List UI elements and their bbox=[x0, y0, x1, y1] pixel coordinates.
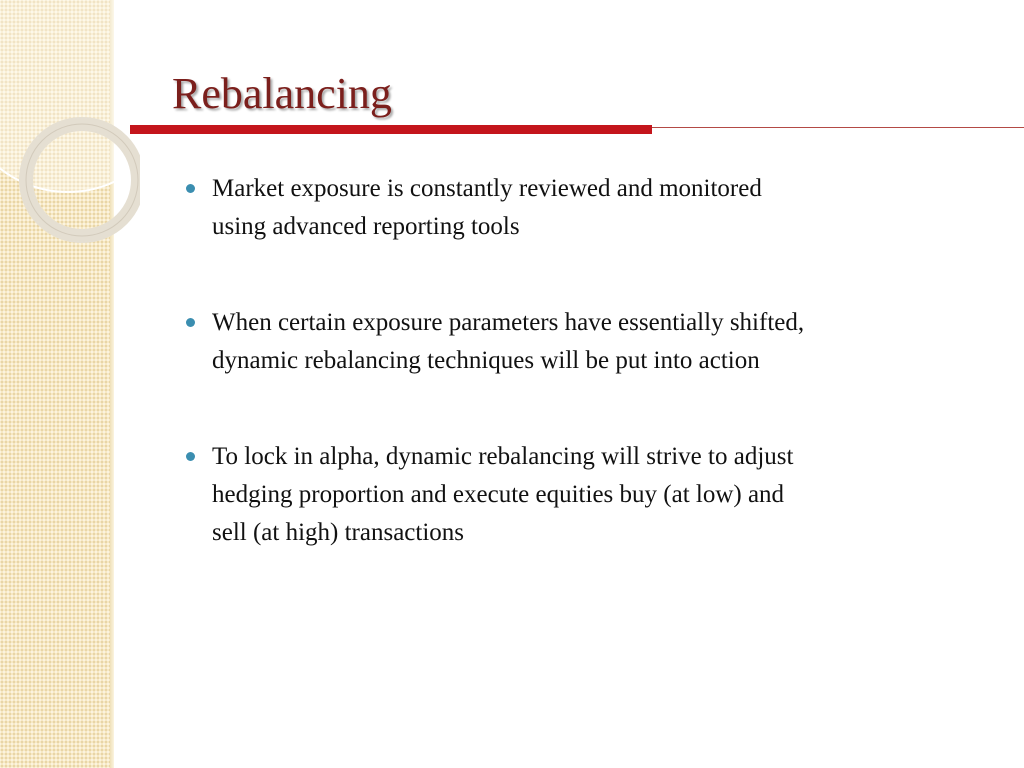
bullet-item bbox=[186, 438, 986, 552]
bullet-text-line: To lock in alpha, dynamic rebalancing will strive to adjust bbox=[212, 443, 794, 470]
bullet-marker-icon bbox=[186, 452, 195, 461]
bullet-marker-icon bbox=[186, 318, 195, 327]
bullet-list bbox=[186, 170, 986, 610]
slide-title: Rebalancing bbox=[172, 69, 392, 118]
bullet-text-line: sell (at high) transactions bbox=[212, 519, 465, 546]
bullet-item bbox=[186, 170, 986, 246]
bullet-text-line: Market exposure is constantly reviewed and monitored bbox=[212, 175, 762, 202]
title-underline-thin bbox=[652, 127, 1024, 128]
bullet-text-line: When certain exposure parameters have essentially shifted, bbox=[212, 309, 805, 336]
bullet-item bbox=[186, 304, 986, 380]
bullet-text-line: hedging proportion and execute equities buy (at low) and bbox=[212, 481, 785, 508]
bullet-text-line: using advanced reporting tools bbox=[212, 213, 520, 240]
bullet-marker-icon bbox=[186, 184, 195, 193]
bullet-text-line: dynamic rebalancing techniques will be put into action bbox=[212, 347, 760, 374]
title-underline-accent bbox=[130, 125, 652, 134]
decorative-circles bbox=[0, 0, 140, 300]
